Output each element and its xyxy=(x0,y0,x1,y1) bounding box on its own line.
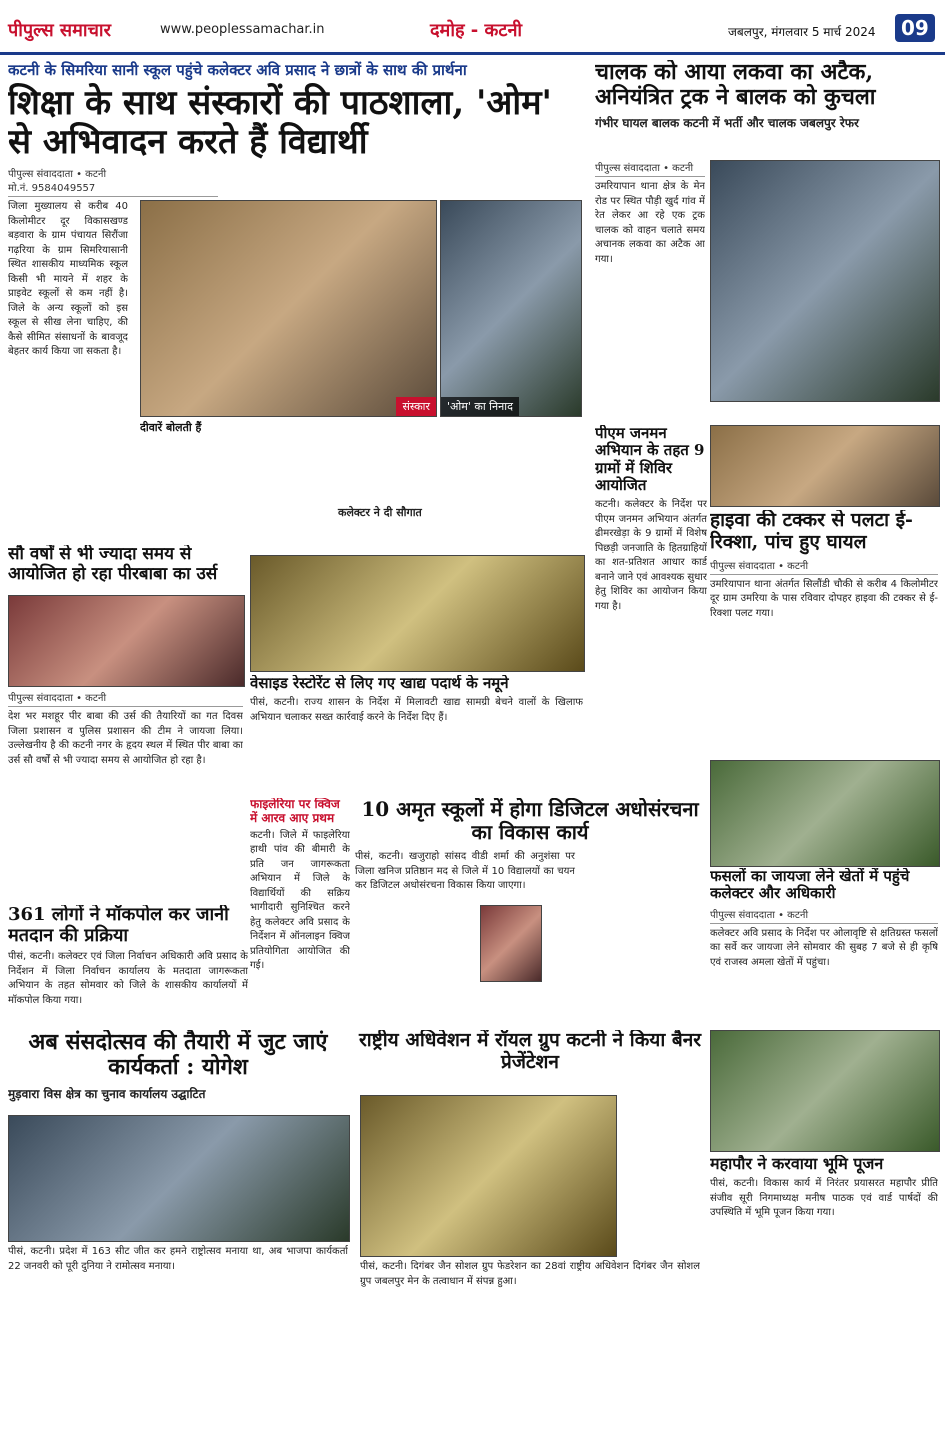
lead-body: जिला मुख्यालय से करीब 40 किलोमीटर दूर विकासखण्ड बड़वारा के ग्राम पंचायत सिरौंजा गढ़रिया के ग्राम सिमरियासानी स्थित शासकीय माध्यमिक स्कूल किसी भी मायने में शहर के प्राइवेट स्कूलों से कम नहीं है। जिले के अन्य स्कूलों को इस स्कूल से सीख लेना चाहिए, की कैसे सीमित संसाधनों के बावजूद बेहतर कार्य किया जा सकता है। xyxy=(8,201,128,358)
royal-body-wrap xyxy=(360,1260,700,1440)
food-story xyxy=(250,675,583,795)
crop-byline: पीपुल्स संवाददाता • कटनी xyxy=(710,907,938,924)
truck-story-head xyxy=(595,60,937,160)
page-number: 09 xyxy=(895,14,935,42)
lead-photo-prayer xyxy=(140,200,437,417)
mockpoll-body: पीसं, कटनी। कलेक्टर एवं जिला निर्वाचन अधिकारी अवि प्रसाद के निर्देशन में जिला निर्वाचन कार्यालय के मतदाता जागरूकता अभियान के तहत सोमवार को जिले के शासकीय कार्यालयों में मॉकपोल किया गया। xyxy=(8,951,248,1006)
hiwa-photo xyxy=(710,425,940,507)
sansad-body: पीसं, कटनी। प्रदेश में 163 सीट जीत कर हमने राष्ट्रोत्सव मनाया था, अब भाजपा कार्यकर्ता 22 जनवरी को पूरी दुनिया ने रामोत्सव मनाया। xyxy=(8,1246,348,1272)
urs-photo xyxy=(8,595,245,687)
hiwa-headline: हाइवा की टक्कर से पलटा ई-रिक्शा, पांच हुए घायल xyxy=(710,510,913,553)
urs-byline: पीपुल्स संवाददाता • कटनी xyxy=(8,690,243,707)
mayor-story xyxy=(710,1155,938,1440)
crop-body: कलेक्टर अवि प्रसाद के निर्देश पर ओलावृष्टि से क्षतिग्रस्त फसलों का सर्वे कर जायजा लेने सोमवार की सुबह 7 बजे से ही कृषि एवं राजस्व अमला खेतों में पहुंचा। xyxy=(710,927,938,968)
urs-body-wrap xyxy=(8,690,243,900)
masthead xyxy=(0,0,945,55)
royal-headline: राष्ट्रीय अधिवेशन में रॉयल ग्रुप कटनी ने किया बैनर प्रेजेंटेशन xyxy=(358,1030,702,1073)
walls-caption: दीवारें बोलती हैं xyxy=(140,421,202,434)
truck-byline: पीपुल्स संवाददाता • कटनी xyxy=(595,160,705,177)
lead-kicker: कटनी के सिमरिया सानी स्कूल पहुंचे कलेक्टर अवि प्रसाद ने छात्रों के साथ की प्रार्थना xyxy=(8,61,467,79)
pm-headline: पीएम जनमन अभियान के तहत 9 ग्रामों में शिविर आयोजित xyxy=(595,425,705,494)
pm-body: कटनी। कलेक्टर के निर्देश पर पीएम जनमन अभियान अंतर्गत ढीमरखेड़ा के 9 ग्रामों में विशेष पिछड़ी जनजाति के हितग्राहियों का शत-प्रतिशत आधार कार्ड बनाने जाने एवं आवश्यक सुधार हेतु शिविर का आयोजन किया गया है। xyxy=(595,499,707,612)
urs-body: देश भर मशहूर पीर बाबा की उर्स की तैयारियों का गत दिवस जिला प्रशासन व पुलिस प्रशासन की टीम ने जायजा लिया। उल्लेखनीय है की कटनी नगर के हृदय स्थल में स्थित पीर बाबा का उर्स सौ वर्षों से भी ज्यादा समय से आयोजित हो रहा है। xyxy=(8,711,243,766)
food-body: पीसं, कटनी। राज्य शासन के निर्देश में मिलावटी खाद्य सामग्री बेचने वालों के खिलाफ अभियान चलाकर सख्त कार्रवाई करने के निर्देश दिए हैं। xyxy=(250,697,583,723)
lead-headline: शिक्षा के साथ संस्कारों की पाठशाला, 'ओम' से अभिवादन करते हैं विद्यार्थी xyxy=(8,83,552,163)
filaria-story xyxy=(250,798,350,1018)
om-caption: 'ओम' का निनाद xyxy=(441,397,519,416)
royal-photo xyxy=(360,1095,617,1257)
hiwa-body: उमरियापान थाना अंतर्गत सिलौंडी चौकी से करीब 4 किलोमीटर दूर ग्राम उमरिया के पास रविवार दोपहर हाइवा की टक्कर से ई-रिक्शा पलट गया। xyxy=(710,578,938,619)
lead-photo-om xyxy=(440,200,582,417)
filaria-headline: फाइलेरिया पर क्विज में आरव आए प्रथम xyxy=(250,798,340,825)
crop-story xyxy=(710,868,938,1018)
truck-story-body xyxy=(595,160,705,420)
sansad-subhead: मुड़वारा विस क्षेत्र का चुनाव कार्यालय उद्घाटित xyxy=(8,1086,206,1101)
section-title: दमोह - कटनी xyxy=(430,20,523,41)
edition-date: जबलपुर, मंगलवार 5 मार्च 2024 xyxy=(728,25,876,39)
sansad-photo xyxy=(8,1115,350,1242)
truck-headline: चालक को आया लकवा का अटैक, अनियंत्रित ट्रक ने बालक को कुचला xyxy=(595,60,876,111)
urs-headline: सौ वर्षों से भी ज्यादा समय से आयोजित हो रहा पीरबाबा का उर्स xyxy=(8,545,218,584)
paper-url: www.peoplessamachar.in xyxy=(160,22,325,37)
crop-photo xyxy=(710,760,940,867)
mp-portrait xyxy=(480,905,542,982)
paper-logo: पीपुल्स समाचार xyxy=(8,20,111,41)
restaurant-photo xyxy=(250,555,585,672)
lead-photo-tag: संस्कार xyxy=(396,397,436,416)
royal-body: पीसं, कटनी। दिगंबर जैन सोशल ग्रुप फेडरेशन का 28वां राष्ट्रीय अधिवेशन दिगंबर जैन सोशल ग्रुप जबलपुर मेन के तत्वाधान में संपन्न हुआ। xyxy=(360,1261,700,1287)
hiwa-byline: पीपुल्स संवाददाता • कटनी xyxy=(710,558,938,575)
pm-janman-story xyxy=(595,425,707,815)
truck-subhead: गंभीर घायल बालक कटनी में भर्ती और चालक जबलपुर रेफर xyxy=(595,115,859,130)
lead-byline: पीपुल्स संवाददाता • कटनी मो.नं. 9584049557 xyxy=(8,166,218,197)
crop-headline: फसलों का जायजा लेने खेतों में पहुंचे कलेक्टर और अधिकारी xyxy=(710,868,910,903)
sansad-headline: अब संसदोत्सव की तैयारी में जुट जाएं कार्यकर्ता : योगेश xyxy=(28,1030,328,1081)
mockpoll-story xyxy=(8,905,248,1020)
lead-sub2: कलेक्टर ने दी सौगात xyxy=(338,506,422,519)
filaria-body: कटनी। जिले में फाइलेरिया हाथी पांव की बीमारी के प्रति जन जागरूकता अभियान में जिले के विद्यार्थियों की सक्रिय भागीदारी सुनिश्चित करने हेतु कलेक्टर अवि प्रसाद के निर्देशन में ऑनलाइन क्विज प्रतियोगिता आयोजित की गई। xyxy=(250,829,350,972)
mayor-body: पीसं, कटनी। विकास कार्य में निरंतर प्रयासरत महापौर प्रीति संजीव सूरी निगमाध्यक्ष मनीष पाठक एवं वार्ड पार्षदों की उपस्थिति में भूमि पूजन किया गया। xyxy=(710,1178,938,1219)
sansad-body-wrap xyxy=(8,1245,348,1435)
truck-photo xyxy=(710,160,940,402)
food-headline: वेसाइड रेस्टोरेंट से लिए गए खाद्य पदार्थ के नमूने xyxy=(250,675,509,692)
mockpoll-headline: 361 लोगों ने मॉकपोल कर जानी मतदान की प्रक्रिया xyxy=(8,905,229,946)
mayor-headline: महापौर ने करवाया भूमि पूजन xyxy=(710,1155,884,1173)
lead-photo-caption-row xyxy=(140,420,250,434)
amrit-body: पीसं, कटनी। खजुराहो सांसद वीडी शर्मा की अनुशंसा पर जिला खनिज प्रतिष्ठान मद से जिले में 10 विद्यालयों का चयन कर डिजिटल अधोसंरचना विकास किया जाएगा। xyxy=(355,851,575,891)
amrit-headline: 10 अमृत स्कूलों में होगा डिजिटल अधोसंरचना का विकास कार्य xyxy=(361,798,699,844)
truck-body: उमरियापान थाना क्षेत्र के मेन रोड पर स्थित पौड़ी खुर्द गांव में रेत लेकर आ रहे एक ट्रक चालक को वाहन चलाते समय अचानक लकवा का अटैक आ गया। xyxy=(595,181,705,265)
mayor-photo xyxy=(710,1030,940,1152)
